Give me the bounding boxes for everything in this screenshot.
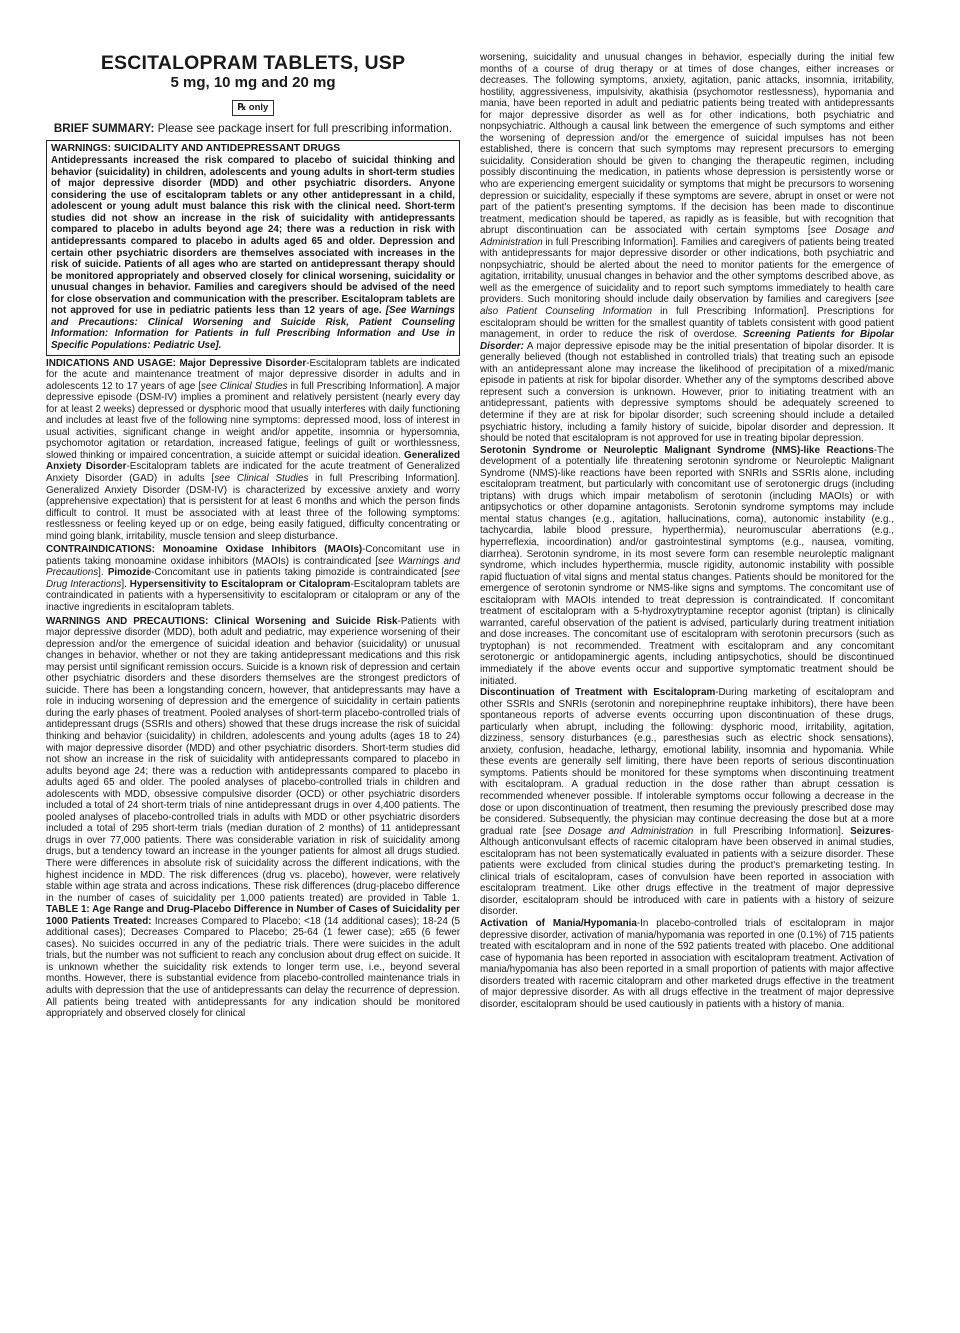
gad-reference: see Clinical Studies — [214, 472, 309, 484]
discontinuation-reference: see Dosage and Administration — [545, 825, 694, 837]
brief-summary — [46, 122, 460, 136]
clinical-worsening-heading: Clinical Worsening and Suicide Risk — [214, 615, 398, 627]
right-column — [480, 52, 894, 1292]
brief-summary-text: Please see package insert for full prescribing information. — [154, 122, 453, 135]
maoi-reference: see Warnings and Precautions — [46, 555, 460, 579]
document-title: ESCITALOPRAM TABLETS, USP — [100, 52, 406, 74]
discontinuation-section: Discontinuation of Treatment with Escitalopram-During marketing of escitalopram and other SSRIs and SNRIs (serotonin and norepinephrine reuptake inhibitors), there have been spontaneous reports of adverse events occurring upon discontinuation of these drugs, particularly when abrupt, including the following: dysphoric mood, irritability, agitation, dizziness, sensory disturbances (e.g., paresthesias such as electric shock sensations), anxiety, confusion, headache, lethargy, emotional lability, insomnia and hypomania. While these events are generally self limiting, there have been reports of serious discontinuation symptoms. Patients should be monitored for these symptoms when discontinuing treatment with escitalopram. A gradual reduction in the dose rather than abrupt cessation is recommended whenever possible. If intolerable symptoms occur following a decrease in the dose or upon discontinuation of treatment, then resuming the previously prescribed dose may be considered. Subsequently, the physician may continue decreasing the dose but at a more gradual rate [see Dosage and Administration in full Prescribing Information]. Seizures-Although anticonvulsant effects of racemic citalopram have been observed in animal studies, escitalopram has not been systematically evaluated in patients with a seizure disorder. These patients were excluded from clinical studies during the product's premarketing testing. In clinical trials of escitalopram, cases of convulsion have been reported in association with escitalopram treatment. Like other drugs effective in the treatment of major depressive disorder, escitalopram should be introduced with care in patients with a history of seizure disorder. — [480, 687, 894, 918]
clinical-worsening-continued: worsening, suicidality and unusual changes in behavior, especially during the initial few months of a course of drug therapy or at times of dose changes, either increases or decreases. The following symptoms, anxiety, agitation, panic attacks, insomnia, irritability, hostility, aggressiveness, impulsivity, akathisia (psychomotor restlessness), hypomania and mania, have been reported in adult and pediatric patients being treated with antidepressants for major depressive disorder as well as for other indications, both psychiatric and nonpsychiatric. Although a causal link between the emergence of such symptoms and either the worsening of depression and/or the emergence of suicidal impulses has not been established, there is concern that such symptoms may represent precursors to emerging suicidality. Consideration should be given to changing the therapeutic regimen, including possibly discontinuing the medication, in patients whose depression is persistently worse or who are experiencing emergent suicidality or symptoms that might be precursors to worsening depression or suicidality, especially if these symptoms are severe, abrupt in onset or were not part of the patient's presenting symptoms. If the decision has been made to discontinue treatment, medication should be tapered, as rapidly as is feasible, but with recognition that abrupt discontinuation can be associated with certain symptoms [see Dosage and Administration in full Prescribing Information]. Families and caregivers of patients being treated with antidepressants for major depressive disorder or other indications, both psychiatric and nonpsychiatric, should be alerted about the need to monitor patients for the emergence of agitation, irritability, unusual changes in behavior and the other symptoms described above, as well as the emergence of suicidality and to report such symptoms immediately to health care providers. Such monitoring should include daily observation by families and caregivers [see also Patient Counseling Information in full Prescribing Information]. Prescriptions for escitalopram should be written for the smallest quantity of tablets consistent with good patient management, in order to reduce the risk of overdose. Screening Patients for Bipolar Disorder: A major depressive episode may be the initial presentation of bipolar disorder. It is generally believed (though not established in controlled trials) that treating such an episode with an antidepressant alone may increase the likelihood of precipitation of a mixed/manic episode in patients at risk for bipolar disorder. Whether any of the symptoms described above represent such a conversion is unknown. However, prior to initiating treatment with an antidepressant, patients with depressive symptoms should be adequately screened to determine if they are at risk for bipolar disorder; such screening should include a detailed psychiatric history, including a family history of suicide, bipolar disorder and depression. It should be noted that escitalopram is not approved for use in treating bipolar depression. — [480, 52, 894, 445]
document-page — [46, 52, 894, 1292]
maoi-heading: Monoamine Oxidase Inhibitors (MAOIs) — [162, 544, 363, 556]
boxed-warning-reference: [See Warnings and Precautions: Clinical Worsening and Suicide Risk, Patient Counseling Information: Information for Patients in full Prescribing Information and Use in Specific Populations: Pediatric Use]. — [51, 305, 455, 351]
contraindications-heading: CONTRAINDICATIONS: — [46, 544, 163, 556]
serotonin-syndrome-heading: Serotonin Syndrome or Neuroleptic Malignant Syndrome (NMS)-like Reactions — [480, 444, 874, 456]
boxed-warning-body: Antidepressants increased the risk compared to placebo of suicidal thinking and behavior (suicidality) in children, adolescents and young adults in short-term studies of major depressive disorder (MDD) and other psychiatric disorders. Anyone considering the use of escitalopram tablets or any other antidepressant in a child, adolescent or young adult must balance this risk with the clinical need. Short-term studies did not show an increase in the risk of suicidality with antidepressants compared to placebo in adults beyond age 24; there was a reduction in risk with antidepressants compared to placebo in adults aged 65 and older. Depression and certain other psychiatric disorders are themselves associated with increases in the risk of suicide. Patients of all ages who are started on antidepressant therapy should be monitored appropriately and observed closely for clinical worsening, suicidality or unusual changes in behavior. Families and caregivers should be advised of the need for close observation and communication with the prescriber. Escitalopram tablets are not approved for use in pediatric patients less than 12 years of age. [See Warnings and Precautions: Clinical Worsening and Suicide Risk, Patient Counseling Information: Information for Patients in full Prescribing Information and Use in Specific Populations: Pediatric Use]. — [51, 155, 455, 351]
mdd-heading: Major Depressive Disorder — [179, 357, 307, 369]
rx-only-badge: ℞ only — [232, 100, 275, 116]
indications-heading: INDICATIONS AND USAGE: — [46, 357, 180, 369]
counseling-reference: see also Patient Counseling Information — [480, 294, 894, 318]
document-header — [46, 52, 460, 120]
table-1-heading: TABLE 1: Age Range and Drug-Placebo Difference in Number of Cases of Suicidality per 1000 Patients Treated: — [46, 904, 460, 927]
discontinuation-heading: Discontinuation of Treatment with Escitalopram — [480, 687, 716, 699]
dosage-reference: see Dosage and Administration — [480, 225, 894, 248]
brief-summary-label: BRIEF SUMMARY: — [53, 122, 155, 135]
pimozide-heading: Pimozide — [107, 567, 152, 579]
indications-section: INDICATIONS AND USAGE: Major Depressive Disorder-Escitalopram tablets are indicated for the acute and maintenance treatment of major depressive disorder in adults and in adolescents 12 to 17 years of age [see Clinical Studies in full Prescribing Information]. A major depressive episode (DSM-IV) implies a prominent and relatively persistent (nearly every day for at least 2 weeks) depressed or dysphoric mood that usually interferes with daily functioning and includes at least five of the following nine symptoms: depressed mood, loss of interest in usual activities, significant change in weight and/or appetite, insomnia or hypersomnia, psychomotor agitation or retardation, increased fatigue, feelings of guilt or worthlessness, slowed thinking or impaired concentration, a suicide attempt or suicidal ideation. Generalized Anxiety Disorder-Escitalopram tablets are indicated for the acute treatment of Generalized Anxiety Disorder (GAD) in adults [see Clinical Studies in full Prescribing Information]. Generalized Anxiety Disorder (DSM-IV) is characterized by excessive anxiety and worry (apprehensive expectation) that is persistent for at least 6 months and which the person finds difficult to control. It must be associated with at least three of the following symptoms: restlessness or feeling keyed up or on edge, being easily fatigued, difficulty concentrating or mind going blank, irritability, muscle tension and sleep disturbance. — [46, 357, 460, 542]
mania-heading: Activation of Mania/Hypomania — [480, 918, 637, 930]
serotonin-syndrome-section: Serotonin Syndrome or Neuroleptic Malignant Syndrome (NMS)-like Reactions-The development of a potentially life threatening serotonin syndrome or Neuroleptic Malignant Syndrome (NMS)-like reactions have been reported with SNRIs and SSRIs alone, including escitalopram treatment, but particularly with concomitant use of serotonergic drugs (including triptans) with drugs which impair metabolism of serotonin (including MAOIs) or with antipsychotics or other dopamine antagonists. Serotonin syndrome symptoms may include mental status changes (e.g., agitation, hallucinations, coma), autonomic instability (e.g., tachycardia, labile blood pressure, hyperthermia), neuromuscular aberrations (e.g., hyperreflexia, incoordination) and/or gastrointestinal symptoms (e.g., nausea, vomiting, diarrhea). Serotonin syndrome, in its most severe form can resemble neuroleptic malignant syndrome, which includes hyperthermia, muscle rigidity, autonomic instability with possible rapid fluctuation of vital signs and mental status changes. Patients should be monitored for the emergence of serotonin syndrome or NMS-like signs and symptoms. The concomitant use of escitalopram with MAOIs intended to treat depression is contraindicated. If concomitant treatment of escitalopram with a 5-hydroxytryptamine receptor agonist (triptan) is clinically warranted, careful observation of the patient is advised, particularly during treatment initiation and dose increases. The concomitant use of escitalopram with serotonin precursors (such as tryptophan) is not recommended. Treatment with escitalopram and any concomitant serotonergic or antidopaminergic agents, including antipsychotics, should be discontinued immediately if the above events occur and supportive symptomatic treatment should be initiated. — [480, 444, 894, 687]
boxed-warning-heading: WARNINGS: SUICIDALITY AND ANTIDEPRESSANT DRUGS — [51, 143, 341, 154]
contraindications-section: CONTRAINDICATIONS: Monoamine Oxidase Inhibitors (MAOIs)-Concomitant use in patients taking monoamine oxidase inhibitors (MAOIs) is contraindicated [see Warnings and Precautions]. Pimozide-Concomitant use in patients taking pimozide is contraindicated [see Drug Interactions]. Hypersensitivity to Escitalopram or Citalopram-Escitalopram tablets are contraindicated in patients with a hypersensitivity to escitalopram or citalopram or any of the inactive ingredients in escitalopram tablets. — [46, 544, 460, 613]
mania-section: Activation of Mania/Hypomania-In placebo-controlled trials of escitalopram in major depressive disorder, activation of mania/hypomania was reported in one (0.1%) of 715 patients treated with escitalopram and in none of the 592 patients treated with placebo. One additional case of hypomania has been reported in association with escitalopram treatment. Activation of mania/hypomania has also been reported in a small proportion of patients with major affective disorders treated with racemic citalopram and other marketed drugs effective in the treatment of major depressive disorder. As with all drugs effective in the treatment of major depressive disorder, escitalopram should be used cautiously in patients with a history of mania. — [480, 918, 894, 1010]
seizures-heading: Seizures — [850, 825, 891, 837]
bipolar-heading: Screening Patients for Bipolar Disorder: — [480, 329, 894, 352]
gad-heading: Generalized Anxiety Disorder — [46, 449, 460, 473]
boxed-warning — [46, 140, 460, 356]
warnings-section: WARNINGS AND PRECAUTIONS: Clinical Worsening and Suicide Risk-Patients with major depressive disorder (MDD), both adult and pediatric, may experience worsening of their depression and/or the emergence of suicidal ideation and behavior (suicidality) or unusual changes in behavior, whether or not they are taking antidepressant medications and this risk may persist until significant remission occurs. Suicide is a known risk of depression and certain other psychiatric disorders and these disorders themselves are the strongest predictors of suicide. There has been a longstanding concern, however, that antidepressants may have a role in inducing worsening of depression and the emergence of suicidality in certain patients during the early phases of treatment. Pooled analyses of short-term placebo-controlled trials of antidepressant drugs (SSRIs and others) showed that these drugs increase the risk of suicidal thinking and behavior (suicidality) in children, adolescents and young adults (ages 18 to 24) with major depressive disorder (MDD) and other psychiatric disorders. Short-term studies did not show an increase in the risk of suicidality with antidepressants compared to placebo in adults beyond age 24; there was a reduction with antidepressants compared to placebo in adults aged 65 and older. The pooled analyses of placebo-controlled trials in children and adolescents with MDD, obsessive compulsive disorder (OCD) or other psychiatric disorders included a total of 24 short-term trials of nine antidepressant drugs in over 4,400 patients. The pooled analyses of placebo-controlled trials in adults with MDD or other psychiatric disorders included a total of 295 short-term trials (median duration of 2 months) of 11 antidepressant drugs in over 77,000 patients. There was considerable variation in risk of suicidality among drugs, but a tendency toward an increase in the younger patients for almost all drugs studied. There were differences in absolute risk of suicidality across the different indications, with the highest incidence in MDD. The risk differences (drug vs. placebo), however, were relatively stable within age strata and across indications. These risk differences (drug-placebo difference in the number of cases of suicidality per 1,000 patients treated) are provided in Table 1. TABLE 1: Age Range and Drug-Placebo Difference in Number of Cases of Suicidality per 1000 Patients Treated: Increases Compared to Placebo; <18 (14 additional cases); 18-24 (5 additional cases); Decreases Compared to Placebo; 25-64 (1 fewer case); ≥65 (6 fewer cases). No suicides occurred in any of the pediatric trials. There were suicides in the adult trials, but the number was not sufficient to reach any conclusion about drug effect on suicide. It is unknown whether the suicidality risk extends to longer term use, i.e., beyond several months. However, there is substantial evidence from placebo-controlled maintenance trials in adults with depression that the use of antidepressants can delay the recurrence of depression. All patients being treated with antidepressants for any indication should be monitored appropriately and observed closely for clinical — [46, 615, 460, 1020]
document-subtitle: 5 mg, 10 mg and 20 mg — [170, 74, 336, 91]
hypersensitivity-heading: Hypersensitivity to Escitalopram or Citalopram — [129, 578, 351, 590]
mdd-reference: see Clinical Studies — [201, 380, 288, 392]
left-column — [46, 52, 460, 1292]
warnings-heading: WARNINGS AND PRECAUTIONS: — [46, 615, 215, 627]
pimozide-reference: see Drug Interactions — [46, 567, 460, 590]
